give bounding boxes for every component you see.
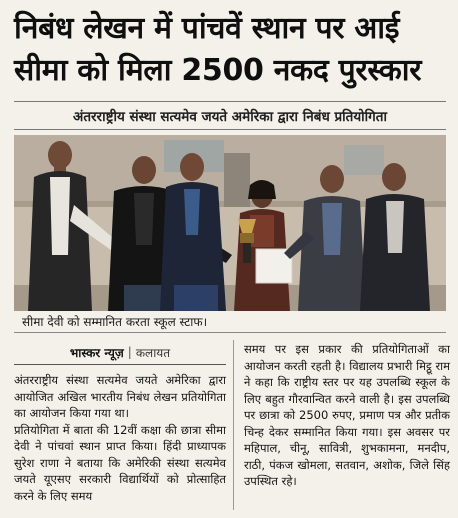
article-paragraph: प्रतियोगिता में बाता की 12वीं कक्षा की छात्रा सीमा देवी ने पांचवां स्थान प्राप्त किया। हिंदी प्राध्यापक सुरेश राणा ने बताया कि अमेरिकी संस्था सत्यमेव जयते यूएसए सरकारी विद्यार्थियों को प्रोत्साहित करने के लिए समय (14, 422, 226, 503)
photo-caption: सीमा देवी को सम्मानित करता स्कूल स्टाफ। (14, 311, 446, 333)
headline-line-1: निबंध लेखन में पांचवें स्थान पर आई (14, 11, 400, 46)
byline (14, 340, 226, 365)
byline-source: भास्कर न्यूज़ (69, 345, 124, 360)
subheadline-band (14, 101, 446, 130)
article-right-column (244, 341, 450, 490)
article-paragraph: अंतरराष्ट्रीय संस्था सत्यमेव जयते अमेरिका द्वारा आयोजित अखिल भारतीय निबंध लेखन प्रतियोगिता का आयोजन किया गया था। (14, 373, 226, 420)
article-left-column (14, 372, 226, 504)
byline-location: कलायत (135, 345, 171, 360)
headline-line-2: सीमा को मिला 2500 नकद पुरस्कार (14, 53, 422, 88)
award-photo-illustration (14, 135, 446, 311)
award-photo (14, 135, 446, 311)
byline-separator: | (127, 345, 132, 359)
article-paragraph: समय पर इस प्रकार की प्रतियोगिताओं का आयोजन करती रहती है। विद्यालय प्रभारी मिट्ठू राम ने कहा कि राष्ट्रीय स्तर पर यह उपलब्धि स्कूल के लिए बहुत गौरवान्वित करने वाली है। इस उपलब्धि पर छात्रा को 2500 रुपए, प्रमाण पत्र और प्रतीक चिन्ह देकर सम्मानित किया गया। इस अवसर पर महिपाल, चीनू, सावित्री, शुभकामना, मनदीप, राठी, पंकज खोमला, सतवान, अशोक, जिले सिंह उपस्थित रहे। (244, 342, 450, 488)
subheadline: अंतरराष्ट्रीय संस्था सत्यमेव जयते अमेरिका द्वारा निबंध प्रतियोगिता (73, 108, 387, 125)
column-divider (233, 340, 234, 510)
